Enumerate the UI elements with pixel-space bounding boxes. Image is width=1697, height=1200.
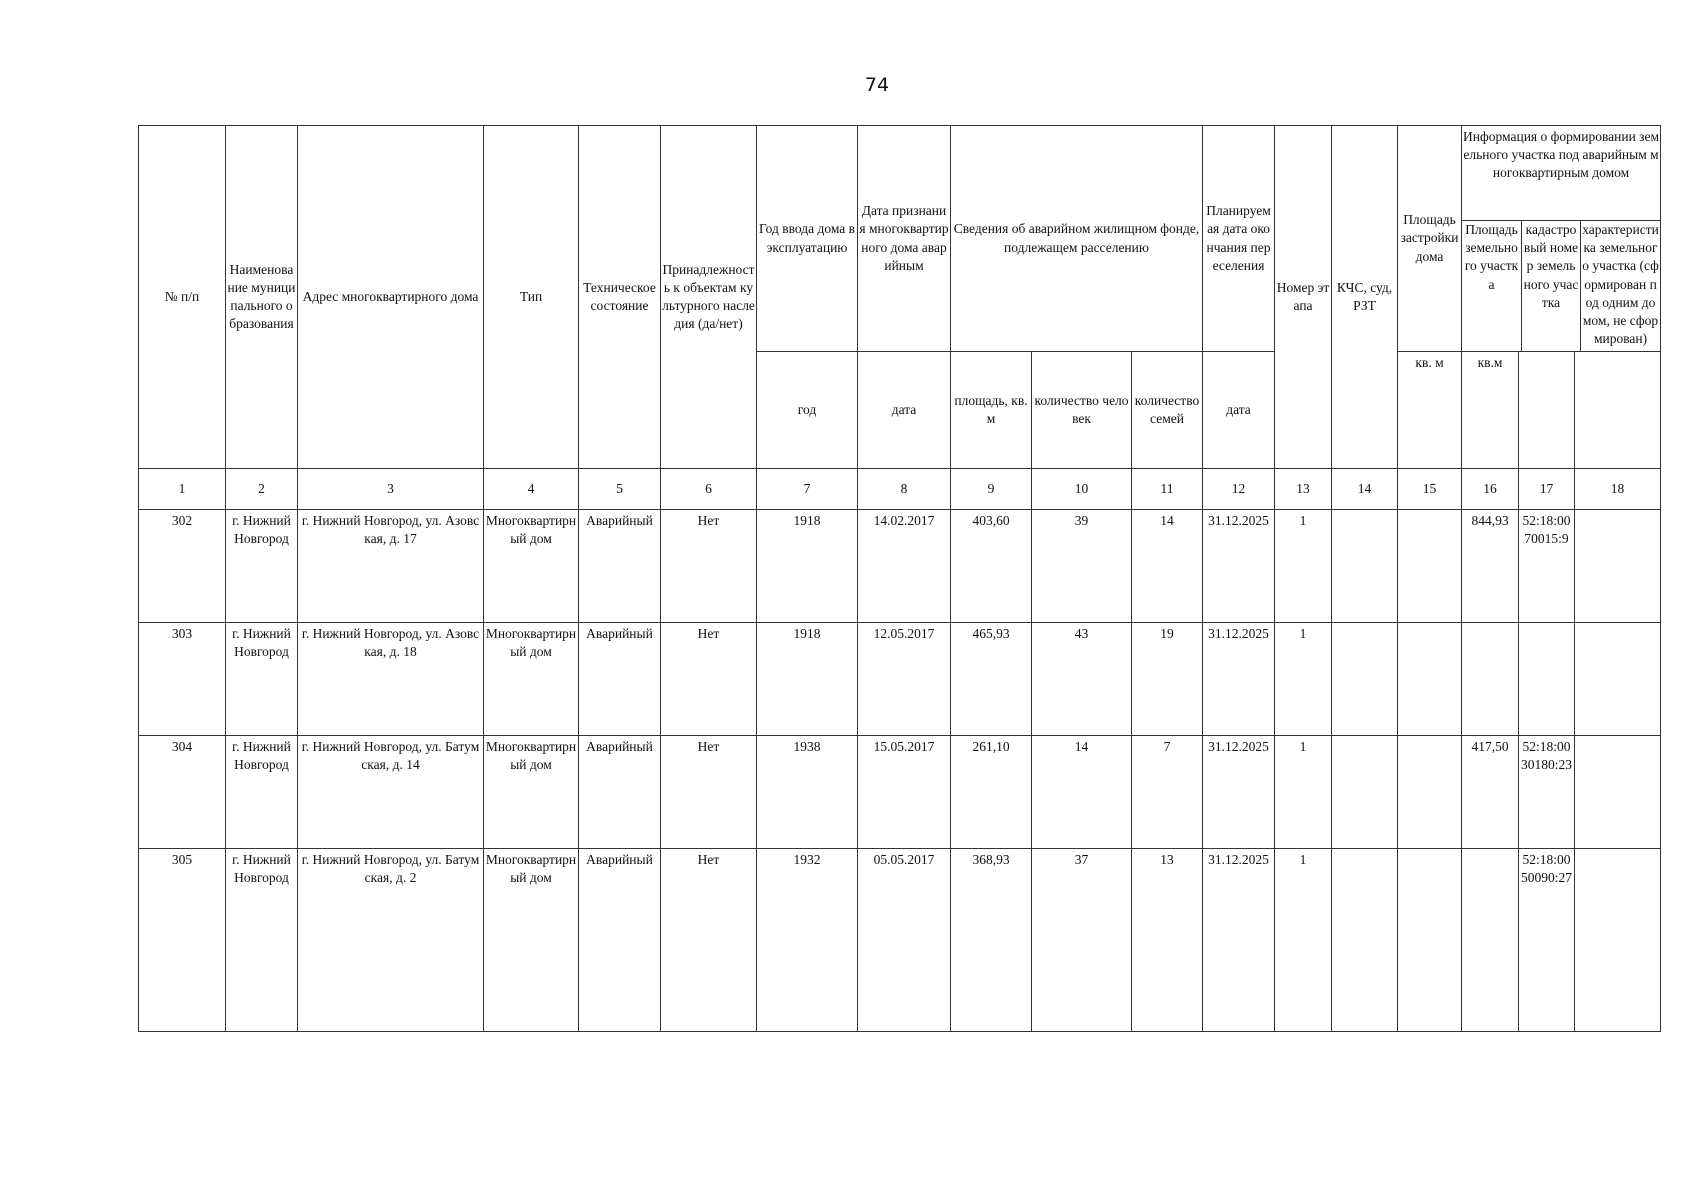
- subheader-col-16: кв.м: [1462, 352, 1519, 469]
- header-col-18: характеристика земельного участка (сформирован под одним домом, не сформирован): [1582, 222, 1659, 347]
- cell-condition: Аварийный: [579, 736, 661, 849]
- cell-cadastral: 52:18:0030180:23: [1519, 736, 1575, 849]
- cell-condition: Аварийный: [579, 623, 661, 736]
- emergency-housing-table: [138, 125, 1661, 1032]
- cell-number: 303: [139, 623, 226, 736]
- header-col-15: Площадь застройки дома: [1398, 126, 1462, 352]
- subheader-col-12: дата: [1203, 352, 1275, 469]
- cell-people: 39: [1032, 510, 1132, 623]
- cell-end-date: 31.12.2025: [1203, 736, 1275, 849]
- cell-year: 1938: [757, 736, 858, 849]
- cell-stage: 1: [1275, 623, 1332, 736]
- cell-build-area: [1398, 623, 1462, 736]
- cell-people: 43: [1032, 623, 1132, 736]
- cell-people: 14: [1032, 736, 1132, 849]
- cell-date: 14.02.2017: [858, 510, 951, 623]
- cell-land-area: [1462, 623, 1519, 736]
- cell-type: Многоквартирный дом: [484, 623, 579, 736]
- column-number: 2: [226, 469, 298, 510]
- cell-type: Многоквартирный дом: [484, 736, 579, 849]
- column-number: 11: [1132, 469, 1203, 510]
- cell-number: 305: [139, 849, 226, 1032]
- cell-land-area: 417,50: [1462, 736, 1519, 849]
- header-col-1: № п/п: [139, 126, 226, 469]
- cell-year: 1918: [757, 510, 858, 623]
- cell-families: 19: [1132, 623, 1203, 736]
- table-row: [139, 510, 1661, 623]
- subheader-col-18: [1575, 352, 1661, 469]
- cell-build-area: [1398, 736, 1462, 849]
- header-col-14: КЧС, суд, РЗТ: [1332, 126, 1398, 469]
- cell-stage: 1: [1275, 510, 1332, 623]
- header-col-5: Техническое состояние: [579, 126, 661, 469]
- cell-cadastral: 52:18:0050090:27: [1519, 849, 1575, 1032]
- column-number: 4: [484, 469, 579, 510]
- cell-land-area: 844,93: [1462, 510, 1519, 623]
- cell-area: 368,93: [951, 849, 1032, 1032]
- cell-land-char: [1575, 736, 1661, 849]
- cell-kchs: [1332, 849, 1398, 1032]
- cell-area: 403,60: [951, 510, 1032, 623]
- cell-land-char: [1575, 510, 1661, 623]
- subheader-col-10: количество человек: [1032, 352, 1132, 469]
- subheader-col-7: год: [757, 352, 858, 469]
- subheader-col-11: количество семей: [1132, 352, 1203, 469]
- cell-condition: Аварийный: [579, 510, 661, 623]
- land-info-subheaders: [1462, 221, 1660, 351]
- subheader-col-15: кв. м: [1398, 352, 1462, 469]
- cell-kchs: [1332, 510, 1398, 623]
- cell-address: г. Нижний Новгород, ул. Батумская, д. 14: [298, 736, 484, 849]
- header-col-16: Площадь земельного участка: [1462, 221, 1522, 351]
- cell-address: г. Нижний Новгород, ул. Азовская, д. 18: [298, 623, 484, 736]
- cell-condition: Аварийный: [579, 849, 661, 1032]
- cell-land-char: [1575, 623, 1661, 736]
- header-col-6: Принадлежность к объектам культурного наследия (да/нет): [661, 126, 757, 469]
- cell-families: 7: [1132, 736, 1203, 849]
- cell-families: 13: [1132, 849, 1203, 1032]
- column-number: 6: [661, 469, 757, 510]
- cell-heritage: Нет: [661, 623, 757, 736]
- subheader-col-9: площадь, кв.м: [951, 352, 1032, 469]
- cell-families: 14: [1132, 510, 1203, 623]
- table-row: [139, 736, 1661, 849]
- cell-municipality: г. Нижний Новгород: [226, 623, 298, 736]
- cell-date: 05.05.2017: [858, 849, 951, 1032]
- cell-year: 1918: [757, 623, 858, 736]
- cell-end-date: 31.12.2025: [1203, 623, 1275, 736]
- page-number: 74: [864, 74, 890, 96]
- cell-area: 465,93: [951, 623, 1032, 736]
- cell-date: 15.05.2017: [858, 736, 951, 849]
- header-col-13: Номер этапа: [1275, 126, 1332, 469]
- cell-stage: 1: [1275, 736, 1332, 849]
- cell-land-area: [1462, 849, 1519, 1032]
- column-number: 18: [1575, 469, 1661, 510]
- subheader-col-8: дата: [858, 352, 951, 469]
- column-number: 14: [1332, 469, 1398, 510]
- column-number: 10: [1032, 469, 1132, 510]
- cell-people: 37: [1032, 849, 1132, 1032]
- header-col-9-11: Сведения об аварийном жилищном фонде, подлежащем расселению: [951, 126, 1203, 352]
- subheader-col-17: [1519, 352, 1575, 469]
- column-number: 15: [1398, 469, 1462, 510]
- column-number: 9: [951, 469, 1032, 510]
- cell-cadastral: [1519, 623, 1575, 736]
- cell-type: Многоквартирный дом: [484, 510, 579, 623]
- cell-build-area: [1398, 849, 1462, 1032]
- cell-number: 304: [139, 736, 226, 849]
- cell-area: 261,10: [951, 736, 1032, 849]
- cell-address: г. Нижний Новгород, ул. Азовская, д. 17: [298, 510, 484, 623]
- cell-end-date: 31.12.2025: [1203, 849, 1275, 1032]
- cell-build-area: [1398, 510, 1462, 623]
- column-number: 3: [298, 469, 484, 510]
- column-number: 13: [1275, 469, 1332, 510]
- header-col-4: Тип: [484, 126, 579, 469]
- cell-cadastral: 52:18:0070015:9: [1519, 510, 1575, 623]
- header-col-16-18: [1462, 126, 1661, 352]
- cell-municipality: г. Нижний Новгород: [226, 510, 298, 623]
- cell-municipality: г. Нижний Новгород: [226, 849, 298, 1032]
- cell-heritage: Нет: [661, 736, 757, 849]
- cell-year: 1932: [757, 849, 858, 1032]
- cell-land-char: [1575, 849, 1661, 1032]
- column-number-row: [139, 469, 1661, 510]
- header-col-17: кадастровый номер земельного участка: [1522, 221, 1581, 351]
- cell-end-date: 31.12.2025: [1203, 510, 1275, 623]
- cell-date: 12.05.2017: [858, 623, 951, 736]
- column-number: 7: [757, 469, 858, 510]
- column-number: 12: [1203, 469, 1275, 510]
- cell-municipality: г. Нижний Новгород: [226, 736, 298, 849]
- cell-kchs: [1332, 736, 1398, 849]
- cell-type: Многоквартирный дом: [484, 849, 579, 1032]
- table-row: [139, 623, 1661, 736]
- header-col-8: Дата признания многоквартирного дома аварийным: [858, 126, 951, 352]
- header-row-main: [139, 126, 1661, 352]
- cell-stage: 1: [1275, 849, 1332, 1032]
- cell-heritage: Нет: [661, 849, 757, 1032]
- header-col-3: Адрес многоквартирного дома: [298, 126, 484, 469]
- column-number: 1: [139, 469, 226, 510]
- header-col-12: Планируемая дата окончания переселения: [1203, 126, 1275, 352]
- column-number: 8: [858, 469, 951, 510]
- cell-number: 302: [139, 510, 226, 623]
- column-number: 5: [579, 469, 661, 510]
- cell-heritage: Нет: [661, 510, 757, 623]
- land-info-title: Информация о формировании земельного участка под аварийным многоквартирным домом: [1462, 126, 1660, 221]
- table-row: [139, 849, 1661, 1032]
- column-number: 16: [1462, 469, 1519, 510]
- cell-kchs: [1332, 623, 1398, 736]
- column-number: 17: [1519, 469, 1575, 510]
- cell-address: г. Нижний Новгород, ул. Батумская, д. 2: [298, 849, 484, 1032]
- header-col-2: Наименование муниципального образования: [226, 126, 298, 469]
- header-col-7: Год ввода дома в эксплуатацию: [757, 126, 858, 352]
